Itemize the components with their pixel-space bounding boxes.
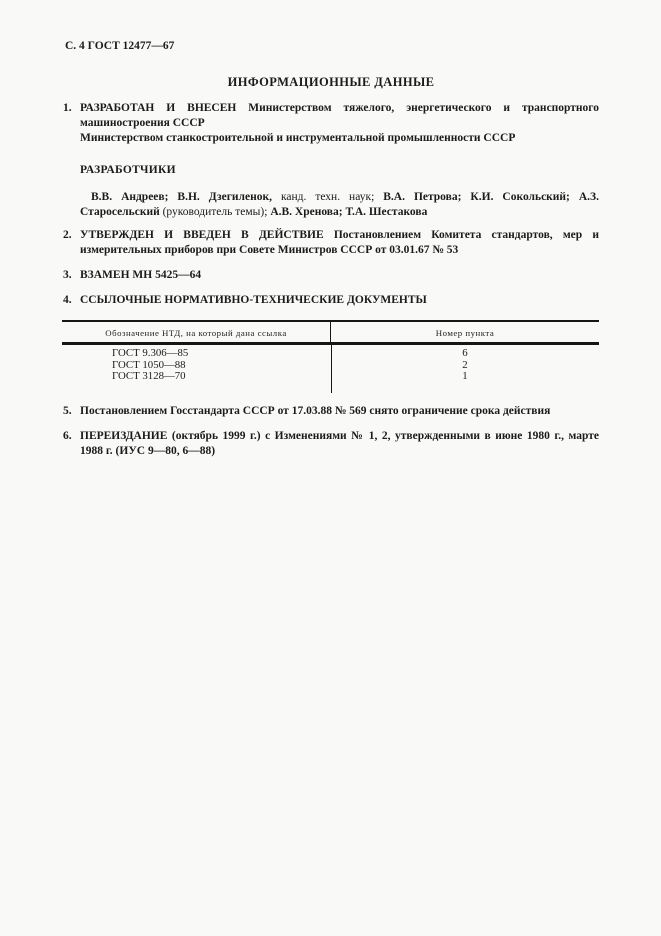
item-number: 5.: [63, 404, 72, 417]
item-paragraph: ПЕРЕИЗДАНИЕ (октябрь 1999 г.) с Изменениями № 1, 2, утвержденными в июне 1980 г., марте 1988 г. (ИУС 9—80, 6—88): [80, 429, 599, 457]
table-body: [62, 345, 599, 393]
table-cell-ntd: ГОСТ 1050—88: [112, 358, 186, 371]
table-column-divider: [331, 345, 333, 393]
table-header-cell-punkt: Номер пункта: [435, 328, 495, 338]
item-body: [80, 228, 599, 258]
table-cell-punkt: 1: [462, 370, 468, 382]
list-item-6: [63, 429, 599, 459]
item-body: [80, 101, 599, 146]
list-item-3: [63, 268, 599, 283]
item-body: [80, 293, 599, 308]
table-header-row: [62, 320, 599, 345]
developers-heading: РАЗРАБОТЧИКИ: [80, 164, 176, 176]
list-item-4: [63, 293, 599, 308]
item-paragraph: ССЫЛОЧНЫЕ НОРМАТИВНО-ТЕХНИЧЕСКИЕ ДОКУМЕНТЫ: [80, 294, 427, 306]
item-body: [80, 429, 599, 459]
item-number: 1.: [63, 102, 72, 114]
document-title: ИНФОРМАЦИОННЫЕ ДАННЫЕ: [227, 75, 435, 89]
references-table: [62, 320, 599, 393]
item-paragraph: Министерством станкостроительной и инструментальной промышленности СССР: [80, 132, 516, 144]
developers-paragraph: В.В. Андреев; В.Н. Дзегиленок, канд. техн. наук; В.А. Петрова; К.И. Сокольский; А.З. Старосельский (руководитель темы); А.В. Хренова; Т.А. Шестакова: [80, 191, 599, 218]
item-paragraph: ВЗАМЕН МН 5425—64: [80, 269, 202, 281]
table-cell-punkt: 2: [462, 358, 468, 371]
list-item-2: [63, 228, 599, 258]
list-item-5: [63, 404, 599, 419]
item-paragraph: РАЗРАБОТАН И ВНЕСЕН Министерством тяжелого, энергетического и транспортного машиностроения СССР: [80, 102, 599, 129]
item-number: 3.: [63, 269, 72, 281]
item-number: 2.: [63, 229, 72, 241]
page-header: С. 4 ГОСТ 12477—67: [65, 40, 175, 52]
list-item-1: [63, 101, 599, 146]
item-number: 4.: [63, 294, 72, 306]
table-cell-punkt: 6: [462, 347, 468, 359]
item-body: [80, 268, 599, 283]
item-paragraph: УТВЕРЖДЕН И ВВЕДЕН В ДЕЙСТВИЕ Постановлением Комитета стандартов, мер и измерительных приборов при Совете Министров СССР от 03.01.67 № 53: [80, 229, 599, 256]
item-number: 6.: [63, 429, 72, 442]
table-cell-ntd: ГОСТ 3128—70: [112, 370, 186, 382]
table-header-cell-ntd: Обозначение НТД, на который дана ссылка: [62, 322, 331, 342]
item-paragraph: Постановлением Госстандарта СССР от 17.03.88 № 569 снято ограничение срока действия: [80, 404, 551, 417]
table-cell-ntd: ГОСТ 9.306—85: [112, 347, 189, 359]
item-body: [80, 404, 599, 419]
